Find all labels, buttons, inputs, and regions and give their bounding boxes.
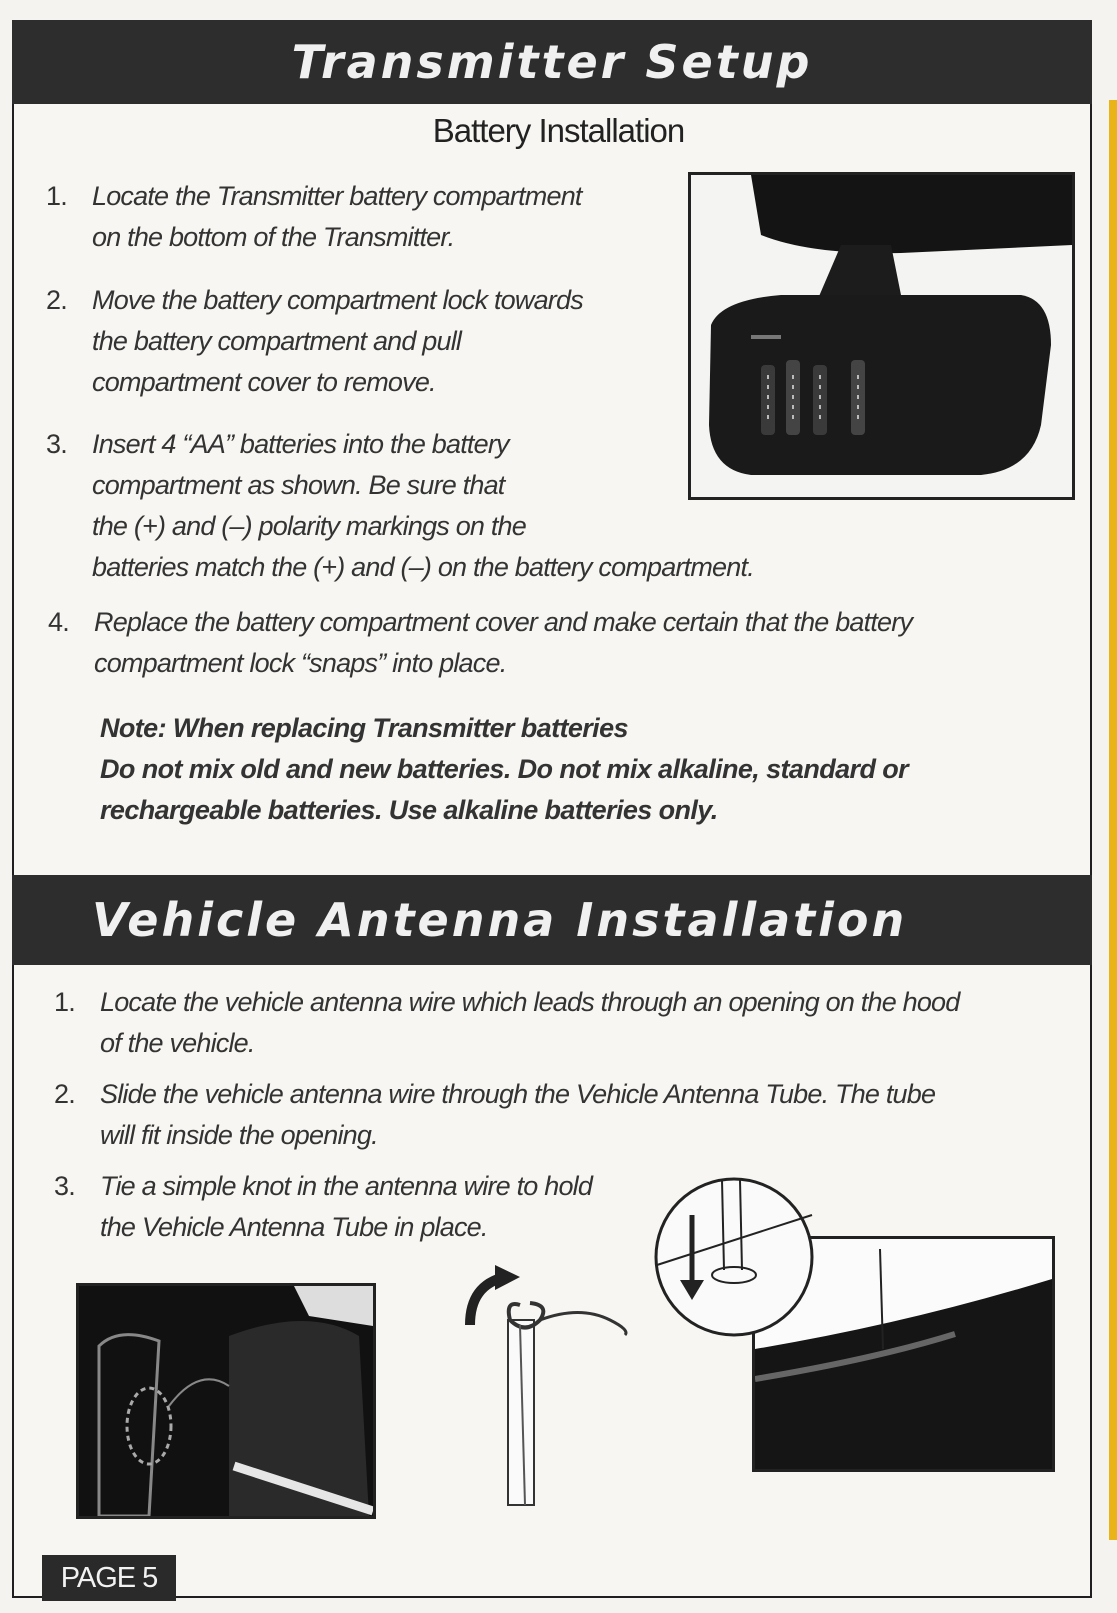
antenna-detail-magnifier: [652, 1175, 817, 1340]
page-number-label: PAGE 5: [42, 1555, 176, 1601]
step-number: 1.: [46, 181, 67, 211]
note-line: Do not mix old and new batteries. Do not mix alkaline, standard or: [100, 754, 909, 784]
note-line: Note: When replacing Transmitter batteries: [100, 713, 628, 743]
section-banner-vehicle-antenna: [12, 875, 1092, 965]
step-number: 3.: [46, 429, 67, 459]
battery-installation-heading: Battery Installation: [432, 112, 685, 149]
step-2: [46, 280, 583, 403]
section-title: Vehicle Antenna Installation: [92, 893, 908, 947]
step-number: 4.: [48, 607, 69, 637]
step-line: compartment lock “snaps” into place.: [94, 648, 507, 678]
step-number: 2.: [46, 285, 67, 315]
antenna-step-3: [54, 1166, 593, 1248]
step-line: Locate the vehicle antenna wire which leads through an opening on the hood: [100, 987, 960, 1017]
note-line: rechargeable batteries. Use alkaline batteries only.: [100, 795, 718, 825]
step-1: [46, 176, 582, 258]
transmitter-battery-photo: [688, 172, 1075, 500]
step-line: the battery compartment and pull: [92, 326, 462, 356]
section-title: Transmitter Setup: [291, 35, 813, 89]
step-number: 3.: [54, 1171, 75, 1201]
step-line: batteries match the (+) and (–) on the battery compartment.: [92, 552, 754, 582]
section-banner-transmitter-setup: [12, 20, 1092, 104]
hood-opening-photo: [76, 1283, 376, 1519]
step-line: Replace the battery compartment cover and make certain that the battery: [94, 607, 913, 637]
step-line: compartment cover to remove.: [92, 367, 436, 397]
battery-note: [100, 708, 1000, 831]
step-line: Tie a simple knot in the antenna wire to hold: [100, 1171, 593, 1201]
step-line: Locate the Transmitter battery compartment: [92, 181, 582, 211]
step-line: Slide the vehicle antenna wire through the Vehicle Antenna Tube. The tube: [100, 1079, 936, 1109]
step-3: [46, 424, 754, 588]
transmitter-illustration: [691, 175, 1072, 497]
step-number: 1.: [54, 987, 75, 1017]
knot-illustration: [450, 1265, 650, 1525]
step-line: Move the battery compartment lock towards: [92, 285, 583, 315]
antenna-step-2: [54, 1074, 936, 1156]
step-line: of the vehicle.: [100, 1028, 255, 1058]
step-line: the Vehicle Antenna Tube in place.: [100, 1212, 488, 1242]
hood-opening-illustration: [79, 1286, 373, 1516]
step-line: compartment as shown. Be sure that: [92, 470, 505, 500]
page-edge-accent: [1109, 100, 1117, 1540]
step-number: 2.: [54, 1079, 75, 1109]
step-line: Insert 4 “AA” batteries into the battery: [92, 429, 509, 459]
step-line: will fit inside the opening.: [100, 1120, 378, 1150]
antenna-step-1: [54, 982, 960, 1064]
step-line: on the bottom of the Transmitter.: [92, 222, 455, 252]
step-4: [48, 602, 913, 684]
step-line: the (+) and (–) polarity markings on the: [92, 511, 526, 541]
